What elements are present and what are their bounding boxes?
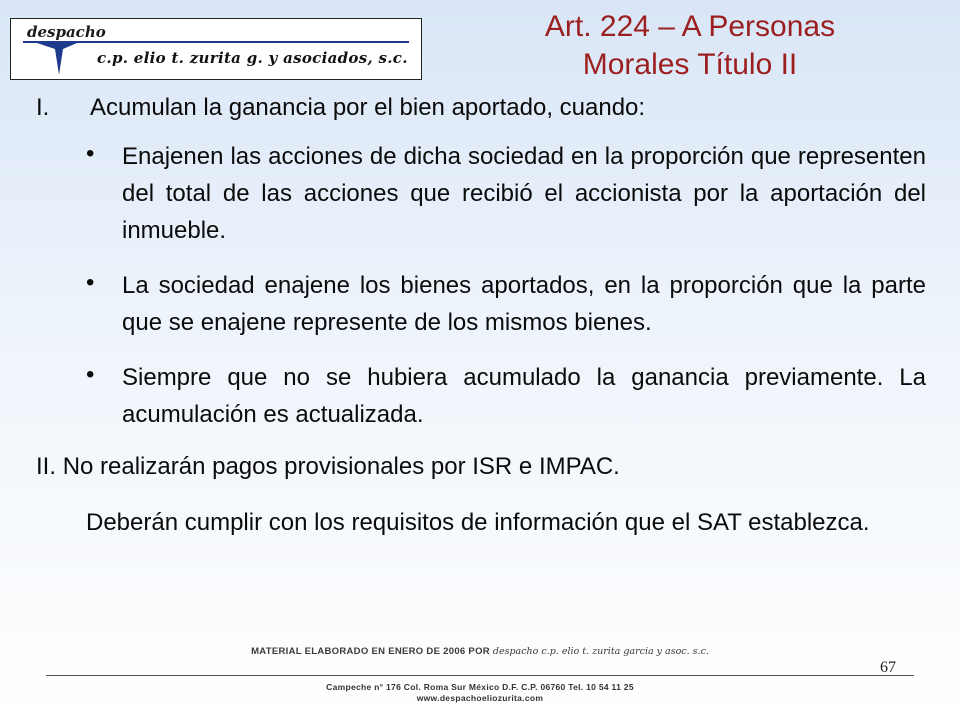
slide-title-line-1: Art. 224 – A Personas (544, 10, 836, 43)
bullet-item (36, 267, 926, 341)
bullet-item (36, 138, 926, 249)
slide-title-line-2: Morales Título II (582, 48, 798, 81)
bullet-text: Enajenen las acciones de dicha sociedad en la proporción que representen del total de las acciones que recibió el accionista por la aportación del inmueble. (122, 143, 926, 244)
bullet-dot-icon: • (86, 361, 95, 388)
section-1-heading (36, 92, 926, 124)
logo-brand: despacho (27, 23, 106, 41)
bullet-item (36, 359, 926, 433)
logo-emblem-icon (35, 41, 79, 77)
logo-tagline: c.p. elio t. zurita g. y asociados, s.c. (97, 49, 408, 67)
section-2-paragraph: Deberán cumplir con los requisitos de información que el SAT establezca. (86, 509, 870, 536)
section-2-number: II. (36, 453, 57, 480)
section-1-text: Acumulan la ganancia por el bien aportado, cuando: (90, 94, 646, 121)
firm-logo (10, 18, 422, 80)
bullet-text: La sociedad enajene los bienes aportados, en la proporción que la parte que se enajene represente de los mismos bienes. (122, 272, 926, 336)
footer-credit (0, 646, 960, 657)
bullet-text: Siempre que no se hubiera acumulado la ganancia previamente. La acumulación es actualizada. (122, 364, 926, 428)
bullet-dot-icon: • (86, 269, 95, 296)
footer-credit-prefix: MATERIAL ELABORADO EN ENERO DE 2006 POR (251, 646, 490, 657)
section-1-bullet-list (36, 138, 926, 433)
bullet-dot-icon: • (86, 140, 95, 167)
slide-body (36, 92, 926, 541)
section-1-number: I. (36, 94, 50, 121)
footer-website: www.despachoeliozurita.com (416, 693, 544, 703)
slide-title (440, 8, 940, 84)
footer-address: Campeche n° 176 Col. Roma Sur México D.F. C.P. 06760 Tel. 10 54 11 25 (326, 682, 634, 692)
page-number: 67 (880, 659, 896, 676)
section-2-heading (36, 451, 926, 483)
section-2-text: No realizarán pagos provisionales por ISR e IMPAC. (62, 453, 620, 480)
footer-divider (46, 675, 914, 676)
logo-rule (23, 41, 409, 43)
footer-credit-brand: despacho c.p. elio t. zurita garcia y asoc. s.c. (492, 646, 709, 657)
